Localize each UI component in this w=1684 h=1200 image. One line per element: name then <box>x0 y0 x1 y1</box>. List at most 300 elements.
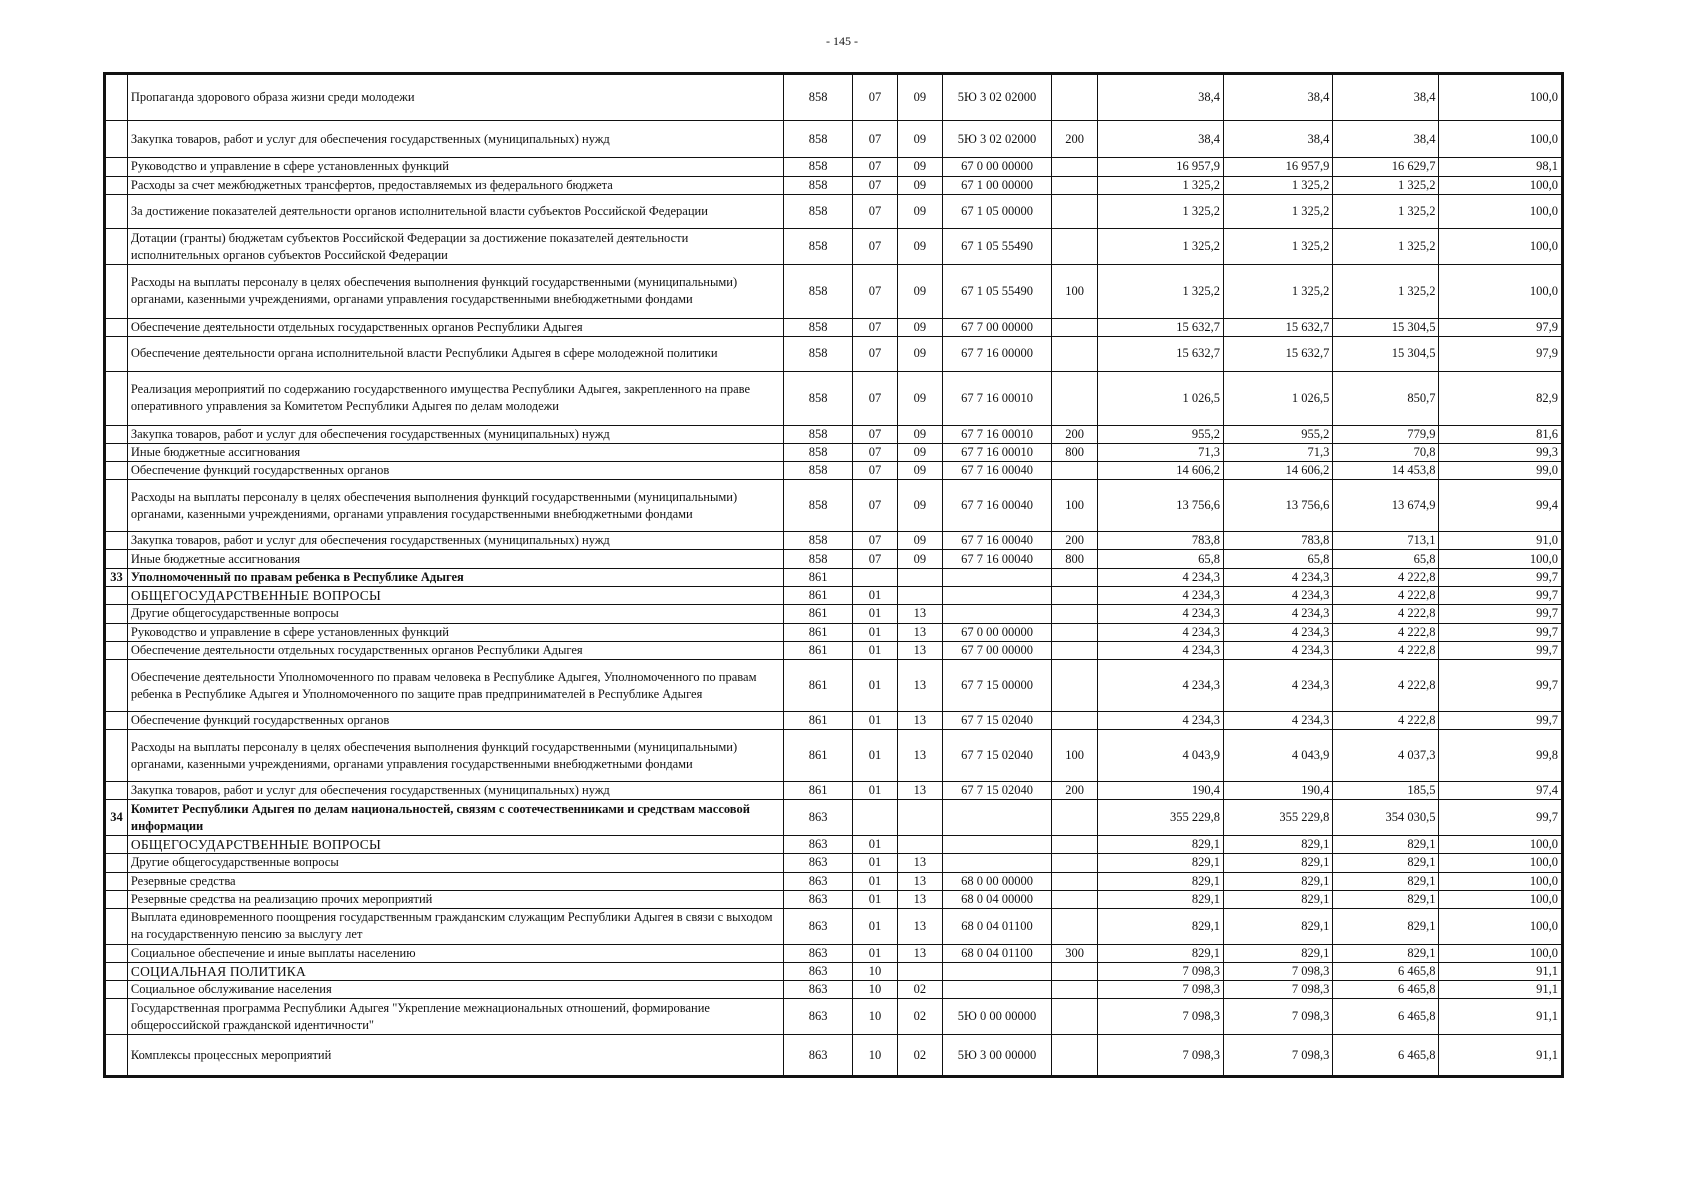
row-ved-code: 861 <box>784 712 853 730</box>
row-amount-approved: 15 632,7 <box>1098 337 1224 372</box>
row-section-code: 10 <box>853 1035 898 1076</box>
row-target-article: 5Ю 0 00 00000 <box>942 999 1051 1035</box>
row-amount-budgeted: 1 325,2 <box>1223 176 1332 194</box>
row-execution-percent: 99,7 <box>1439 605 1562 623</box>
row-execution-percent: 99,7 <box>1439 568 1562 586</box>
row-ved-code: 858 <box>784 337 853 372</box>
table-row <box>106 75 1562 121</box>
row-amount-budgeted: 7 098,3 <box>1223 999 1332 1035</box>
row-ved-code: 861 <box>784 568 853 586</box>
row-name: Обеспечение функций государственных органов <box>127 712 783 730</box>
table-row <box>106 425 1562 443</box>
row-name: Расходы за счет межбюджетных трансфертов, предоставляемых из федерального бюджета <box>127 176 783 194</box>
table-row <box>106 605 1562 623</box>
row-section-code: 01 <box>853 660 898 712</box>
row-amount-budgeted: 7 098,3 <box>1223 962 1332 980</box>
row-amount-executed: 829,1 <box>1333 944 1439 962</box>
row-execution-percent: 91,1 <box>1439 962 1562 980</box>
row-amount-approved: 190,4 <box>1098 782 1224 800</box>
table-row <box>106 176 1562 194</box>
row-amount-approved: 71,3 <box>1098 443 1224 461</box>
row-number <box>106 480 128 532</box>
row-amount-approved: 4 043,9 <box>1098 730 1224 782</box>
row-amount-executed: 4 222,8 <box>1333 605 1439 623</box>
row-target-article: 67 1 05 00000 <box>942 194 1051 229</box>
row-expense-type <box>1052 229 1098 265</box>
row-subsection-code: 02 <box>897 981 942 999</box>
row-subsection-code: 09 <box>897 550 942 568</box>
row-number <box>106 462 128 480</box>
row-execution-percent: 100,0 <box>1439 872 1562 890</box>
row-execution-percent: 100,0 <box>1439 909 1562 945</box>
row-execution-percent: 100,0 <box>1439 944 1562 962</box>
row-subsection-code: 09 <box>897 229 942 265</box>
row-number <box>106 587 128 605</box>
row-subsection-code <box>897 587 942 605</box>
row-amount-approved: 4 234,3 <box>1098 641 1224 659</box>
row-number <box>106 730 128 782</box>
row-name: Социальное обеспечение и иные выплаты населению <box>127 944 783 962</box>
row-ved-code: 858 <box>784 532 853 550</box>
row-execution-percent: 100,0 <box>1439 176 1562 194</box>
row-amount-budgeted: 1 325,2 <box>1223 264 1332 318</box>
row-number <box>106 337 128 372</box>
row-target-article: 68 0 04 00000 <box>942 890 1051 908</box>
row-amount-approved: 16 957,9 <box>1098 158 1224 176</box>
row-expense-type <box>1052 854 1098 872</box>
row-amount-budgeted: 829,1 <box>1223 872 1332 890</box>
row-amount-budgeted: 4 234,3 <box>1223 712 1332 730</box>
row-section-code: 07 <box>853 462 898 480</box>
row-amount-executed: 15 304,5 <box>1333 318 1439 336</box>
row-name: Выплата единовременного поощрения государственным гражданским служащим Республики Адыгея в связи с выходом на государственную пенсию за выслугу лет <box>127 909 783 945</box>
row-execution-percent: 100,0 <box>1439 264 1562 318</box>
row-ved-code: 863 <box>784 800 853 836</box>
row-amount-budgeted: 7 098,3 <box>1223 981 1332 999</box>
row-name: Комитет Республики Адыгея по делам национальностей, связям с соотечественниками и средствам массовой информации <box>127 800 783 836</box>
row-number <box>106 981 128 999</box>
row-subsection-code: 13 <box>897 623 942 641</box>
row-execution-percent: 97,4 <box>1439 782 1562 800</box>
row-section-code: 07 <box>853 337 898 372</box>
row-expense-type <box>1052 371 1098 425</box>
row-expense-type <box>1052 462 1098 480</box>
row-expense-type: 100 <box>1052 480 1098 532</box>
row-name: Закупка товаров, работ и услуг для обеспечения государственных (муниципальных) нужд <box>127 782 783 800</box>
row-amount-executed: 6 465,8 <box>1333 999 1439 1035</box>
row-execution-percent: 99,3 <box>1439 443 1562 461</box>
row-subsection-code: 09 <box>897 176 942 194</box>
row-amount-budgeted: 4 234,3 <box>1223 587 1332 605</box>
row-number <box>106 623 128 641</box>
row-amount-approved: 4 234,3 <box>1098 660 1224 712</box>
row-number <box>106 962 128 980</box>
row-section-code: 07 <box>853 229 898 265</box>
row-execution-percent: 99,7 <box>1439 587 1562 605</box>
row-target-article <box>942 587 1051 605</box>
row-amount-executed: 15 304,5 <box>1333 337 1439 372</box>
row-target-article: 67 7 16 00010 <box>942 425 1051 443</box>
row-name: Расходы на выплаты персоналу в целях обеспечения выполнения функций государственными (муниципальными) органами, казенными учреждениями, органами управления государственными внебюджетными фондами <box>127 730 783 782</box>
row-number <box>106 1035 128 1076</box>
row-ved-code: 858 <box>784 443 853 461</box>
row-name: Пропаганда здорового образа жизни среди молодежи <box>127 75 783 121</box>
row-execution-percent: 100,0 <box>1439 229 1562 265</box>
table-row <box>106 800 1562 836</box>
row-section-code: 10 <box>853 999 898 1035</box>
row-amount-approved: 829,1 <box>1098 944 1224 962</box>
row-subsection-code: 09 <box>897 264 942 318</box>
row-ved-code: 858 <box>784 264 853 318</box>
row-expense-type <box>1052 623 1098 641</box>
row-subsection-code: 09 <box>897 480 942 532</box>
row-execution-percent: 99,7 <box>1439 641 1562 659</box>
row-expense-type <box>1052 194 1098 229</box>
row-ved-code: 863 <box>784 1035 853 1076</box>
row-target-article: 67 7 16 00040 <box>942 480 1051 532</box>
row-name: Реализация мероприятий по содержанию государственного имущества Республики Адыгея, закрепленного на праве оперативного управления за Комитетом Республики Адыгея по делам молодежи <box>127 371 783 425</box>
row-name: СОЦИАЛЬНАЯ ПОЛИТИКА <box>127 962 783 980</box>
row-execution-percent: 100,0 <box>1439 75 1562 121</box>
table-row <box>106 568 1562 586</box>
row-expense-type <box>1052 872 1098 890</box>
table-row <box>106 158 1562 176</box>
row-ved-code: 863 <box>784 909 853 945</box>
row-target-article: 67 7 16 00000 <box>942 337 1051 372</box>
row-amount-approved: 14 606,2 <box>1098 462 1224 480</box>
row-name: Обеспечение деятельности Уполномоченного по правам человека в Республике Адыгея, Уполномоченного по правам ребенка в Республике Адыгея и Уполномоченного по защите прав предпринимателей в Республике Адыгея <box>127 660 783 712</box>
row-subsection-code: 13 <box>897 712 942 730</box>
row-ved-code: 861 <box>784 623 853 641</box>
row-amount-executed: 16 629,7 <box>1333 158 1439 176</box>
row-number <box>106 194 128 229</box>
row-amount-approved: 13 756,6 <box>1098 480 1224 532</box>
row-number <box>106 425 128 443</box>
row-section-code: 10 <box>853 962 898 980</box>
row-name: Закупка товаров, работ и услуг для обеспечения государственных (муниципальных) нужд <box>127 120 783 158</box>
row-amount-approved: 65,8 <box>1098 550 1224 568</box>
row-ved-code: 858 <box>784 176 853 194</box>
row-target-article: 67 1 05 55490 <box>942 229 1051 265</box>
row-section-code: 07 <box>853 264 898 318</box>
row-subsection-code: 09 <box>897 443 942 461</box>
row-subsection-code: 13 <box>897 730 942 782</box>
row-ved-code: 858 <box>784 158 853 176</box>
row-execution-percent: 99,7 <box>1439 800 1562 836</box>
row-amount-budgeted: 38,4 <box>1223 75 1332 121</box>
row-execution-percent: 98,1 <box>1439 158 1562 176</box>
row-execution-percent: 97,9 <box>1439 318 1562 336</box>
row-amount-approved: 4 234,3 <box>1098 587 1224 605</box>
row-number <box>106 835 128 853</box>
row-section-code: 07 <box>853 443 898 461</box>
row-execution-percent: 99,7 <box>1439 660 1562 712</box>
table-row <box>106 229 1562 265</box>
row-ved-code: 863 <box>784 981 853 999</box>
row-ved-code: 861 <box>784 782 853 800</box>
row-target-article: 67 7 16 00010 <box>942 371 1051 425</box>
row-number <box>106 909 128 945</box>
row-amount-executed: 185,5 <box>1333 782 1439 800</box>
table-row <box>106 532 1562 550</box>
table-row <box>106 962 1562 980</box>
row-ved-code: 863 <box>784 999 853 1035</box>
row-subsection-code: 09 <box>897 337 942 372</box>
row-expense-type <box>1052 158 1098 176</box>
row-name: Обеспечение функций государственных органов <box>127 462 783 480</box>
row-number <box>106 890 128 908</box>
row-number <box>106 229 128 265</box>
row-ved-code: 861 <box>784 605 853 623</box>
row-amount-budgeted: 955,2 <box>1223 425 1332 443</box>
row-subsection-code: 09 <box>897 532 942 550</box>
row-amount-executed: 6 465,8 <box>1333 962 1439 980</box>
row-amount-budgeted: 65,8 <box>1223 550 1332 568</box>
row-subsection-code: 13 <box>897 660 942 712</box>
row-amount-approved: 355 229,8 <box>1098 800 1224 836</box>
row-amount-executed: 1 325,2 <box>1333 176 1439 194</box>
row-expense-type <box>1052 641 1098 659</box>
row-amount-budgeted: 190,4 <box>1223 782 1332 800</box>
row-amount-executed: 829,1 <box>1333 909 1439 945</box>
row-number <box>106 75 128 121</box>
row-amount-executed: 38,4 <box>1333 120 1439 158</box>
row-amount-executed: 829,1 <box>1333 835 1439 853</box>
table-row <box>106 944 1562 962</box>
row-execution-percent: 81,6 <box>1439 425 1562 443</box>
row-number <box>106 782 128 800</box>
row-amount-approved: 7 098,3 <box>1098 999 1224 1035</box>
row-expense-type <box>1052 999 1098 1035</box>
row-amount-budgeted: 15 632,7 <box>1223 318 1332 336</box>
row-expense-type <box>1052 890 1098 908</box>
row-name: Другие общегосударственные вопросы <box>127 854 783 872</box>
row-number <box>106 550 128 568</box>
row-amount-budgeted: 4 234,3 <box>1223 623 1332 641</box>
row-amount-budgeted: 38,4 <box>1223 120 1332 158</box>
row-amount-executed: 4 222,8 <box>1333 641 1439 659</box>
table-row <box>106 550 1562 568</box>
row-amount-executed: 1 325,2 <box>1333 194 1439 229</box>
row-amount-budgeted: 829,1 <box>1223 835 1332 853</box>
row-expense-type: 200 <box>1052 532 1098 550</box>
table-row <box>106 587 1562 605</box>
row-amount-executed: 14 453,8 <box>1333 462 1439 480</box>
row-section-code: 07 <box>853 176 898 194</box>
row-ved-code: 858 <box>784 480 853 532</box>
row-subsection-code <box>897 800 942 836</box>
table-row <box>106 890 1562 908</box>
row-execution-percent: 99,0 <box>1439 462 1562 480</box>
row-ved-code: 861 <box>784 660 853 712</box>
table-row <box>106 660 1562 712</box>
row-amount-executed: 4 222,8 <box>1333 660 1439 712</box>
row-target-article <box>942 981 1051 999</box>
row-execution-percent: 91,1 <box>1439 981 1562 999</box>
row-amount-approved: 1 325,2 <box>1098 264 1224 318</box>
row-subsection-code: 09 <box>897 462 942 480</box>
row-name: ОБЩЕГОСУДАРСТВЕННЫЕ ВОПРОСЫ <box>127 835 783 853</box>
row-execution-percent: 99,7 <box>1439 712 1562 730</box>
row-expense-type <box>1052 318 1098 336</box>
row-section-code: 01 <box>853 872 898 890</box>
row-section-code <box>853 568 898 586</box>
row-section-code: 01 <box>853 854 898 872</box>
row-subsection-code: 13 <box>897 944 942 962</box>
row-ved-code: 858 <box>784 425 853 443</box>
row-amount-approved: 7 098,3 <box>1098 981 1224 999</box>
row-name: Другие общегосударственные вопросы <box>127 605 783 623</box>
row-name: Закупка товаров, работ и услуг для обеспечения государственных (муниципальных) нужд <box>127 532 783 550</box>
row-amount-executed: 38,4 <box>1333 75 1439 121</box>
row-number <box>106 532 128 550</box>
row-amount-budgeted: 1 026,5 <box>1223 371 1332 425</box>
row-amount-executed: 829,1 <box>1333 890 1439 908</box>
table-row <box>106 480 1562 532</box>
row-number: 33 <box>106 568 128 586</box>
row-number <box>106 872 128 890</box>
table-row <box>106 318 1562 336</box>
row-amount-approved: 1 325,2 <box>1098 229 1224 265</box>
row-ved-code: 858 <box>784 75 853 121</box>
row-section-code: 07 <box>853 75 898 121</box>
row-section-code: 01 <box>853 623 898 641</box>
row-expense-type <box>1052 1035 1098 1076</box>
row-expense-type: 200 <box>1052 782 1098 800</box>
row-number <box>106 158 128 176</box>
row-amount-budgeted: 355 229,8 <box>1223 800 1332 836</box>
row-section-code: 01 <box>853 730 898 782</box>
row-number <box>106 660 128 712</box>
row-expense-type: 300 <box>1052 944 1098 962</box>
row-target-article <box>942 962 1051 980</box>
row-target-article: 5Ю 3 02 02000 <box>942 75 1051 121</box>
row-ved-code: 863 <box>784 944 853 962</box>
row-ved-code: 858 <box>784 194 853 229</box>
table-row <box>106 854 1562 872</box>
row-name: Комплексы процессных мероприятий <box>127 1035 783 1076</box>
row-section-code: 07 <box>853 425 898 443</box>
row-subsection-code: 13 <box>897 872 942 890</box>
row-amount-approved: 15 632,7 <box>1098 318 1224 336</box>
row-section-code: 01 <box>853 890 898 908</box>
row-amount-executed: 6 465,8 <box>1333 981 1439 999</box>
row-execution-percent: 99,4 <box>1439 480 1562 532</box>
row-section-code: 01 <box>853 782 898 800</box>
row-target-article: 67 7 00 00000 <box>942 318 1051 336</box>
row-ved-code: 858 <box>784 371 853 425</box>
row-expense-type <box>1052 176 1098 194</box>
row-amount-approved: 1 325,2 <box>1098 176 1224 194</box>
row-name: За достижение показателей деятельности органов исполнительной власти субъектов Российской Федерации <box>127 194 783 229</box>
row-number <box>106 999 128 1035</box>
row-name: Обеспечение деятельности органа исполнительной власти Республики Адыгея в сфере молодежной политики <box>127 337 783 372</box>
row-number <box>106 176 128 194</box>
row-amount-approved: 1 026,5 <box>1098 371 1224 425</box>
row-ved-code: 858 <box>784 550 853 568</box>
row-amount-approved: 955,2 <box>1098 425 1224 443</box>
row-subsection-code: 09 <box>897 75 942 121</box>
row-name: Государственная программа Республики Адыгея "Укрепление межнациональных отношений, формирование общероссийской гражданской идентичности" <box>127 999 783 1035</box>
budget-table <box>105 74 1562 1076</box>
row-amount-approved: 7 098,3 <box>1098 1035 1224 1076</box>
row-subsection-code: 13 <box>897 854 942 872</box>
row-target-article <box>942 605 1051 623</box>
row-amount-approved: 1 325,2 <box>1098 194 1224 229</box>
row-amount-budgeted: 13 756,6 <box>1223 480 1332 532</box>
row-expense-type <box>1052 835 1098 853</box>
row-ved-code: 863 <box>784 835 853 853</box>
row-amount-executed: 1 325,2 <box>1333 264 1439 318</box>
row-execution-percent: 91,0 <box>1439 532 1562 550</box>
row-name: Социальное обслуживание населения <box>127 981 783 999</box>
row-name: Расходы на выплаты персоналу в целях обеспечения выполнения функций государственными (муниципальными) органами, казенными учреждениями, органами управления государственными внебюджетными фондами <box>127 480 783 532</box>
row-ved-code: 861 <box>784 641 853 659</box>
row-section-code: 01 <box>853 944 898 962</box>
table-row <box>106 999 1562 1035</box>
row-target-article: 67 7 15 02040 <box>942 712 1051 730</box>
row-ved-code: 858 <box>784 120 853 158</box>
row-number <box>106 641 128 659</box>
row-subsection-code: 13 <box>897 605 942 623</box>
row-name: ОБЩЕГОСУДАРСТВЕННЫЕ ВОПРОСЫ <box>127 587 783 605</box>
row-amount-budgeted: 4 234,3 <box>1223 568 1332 586</box>
table-row <box>106 120 1562 158</box>
page-number: - 145 - <box>826 34 858 48</box>
row-expense-type <box>1052 712 1098 730</box>
row-expense-type <box>1052 800 1098 836</box>
row-number <box>106 854 128 872</box>
row-section-code: 01 <box>853 909 898 945</box>
row-expense-type <box>1052 568 1098 586</box>
row-subsection-code: 09 <box>897 318 942 336</box>
row-target-article: 5Ю 3 00 00000 <box>942 1035 1051 1076</box>
row-amount-budgeted: 14 606,2 <box>1223 462 1332 480</box>
row-amount-executed: 354 030,5 <box>1333 800 1439 836</box>
row-number <box>106 371 128 425</box>
row-subsection-code: 09 <box>897 120 942 158</box>
row-amount-approved: 4 234,3 <box>1098 568 1224 586</box>
row-amount-budgeted: 7 098,3 <box>1223 1035 1332 1076</box>
row-subsection-code: 09 <box>897 158 942 176</box>
row-amount-approved: 38,4 <box>1098 120 1224 158</box>
row-number <box>106 605 128 623</box>
row-subsection-code: 02 <box>897 1035 942 1076</box>
row-amount-budgeted: 829,1 <box>1223 890 1332 908</box>
row-target-article <box>942 568 1051 586</box>
row-amount-executed: 829,1 <box>1333 854 1439 872</box>
row-name: Обеспечение деятельности отдельных государственных органов Республики Адыгея <box>127 318 783 336</box>
row-amount-executed: 6 465,8 <box>1333 1035 1439 1076</box>
row-target-article: 67 7 00 00000 <box>942 641 1051 659</box>
row-expense-type <box>1052 337 1098 372</box>
row-name: Руководство и управление в сфере установленных функций <box>127 158 783 176</box>
row-section-code: 07 <box>853 550 898 568</box>
row-target-article: 67 7 15 00000 <box>942 660 1051 712</box>
table-row <box>106 462 1562 480</box>
row-execution-percent: 100,0 <box>1439 854 1562 872</box>
row-target-article: 5Ю 3 02 02000 <box>942 120 1051 158</box>
table-row <box>106 712 1562 730</box>
row-amount-executed: 829,1 <box>1333 872 1439 890</box>
row-target-article: 68 0 00 00000 <box>942 872 1051 890</box>
row-section-code: 07 <box>853 532 898 550</box>
row-target-article: 67 1 00 00000 <box>942 176 1051 194</box>
row-ved-code: 863 <box>784 872 853 890</box>
row-expense-type <box>1052 75 1098 121</box>
row-amount-approved: 829,1 <box>1098 872 1224 890</box>
row-amount-executed: 65,8 <box>1333 550 1439 568</box>
